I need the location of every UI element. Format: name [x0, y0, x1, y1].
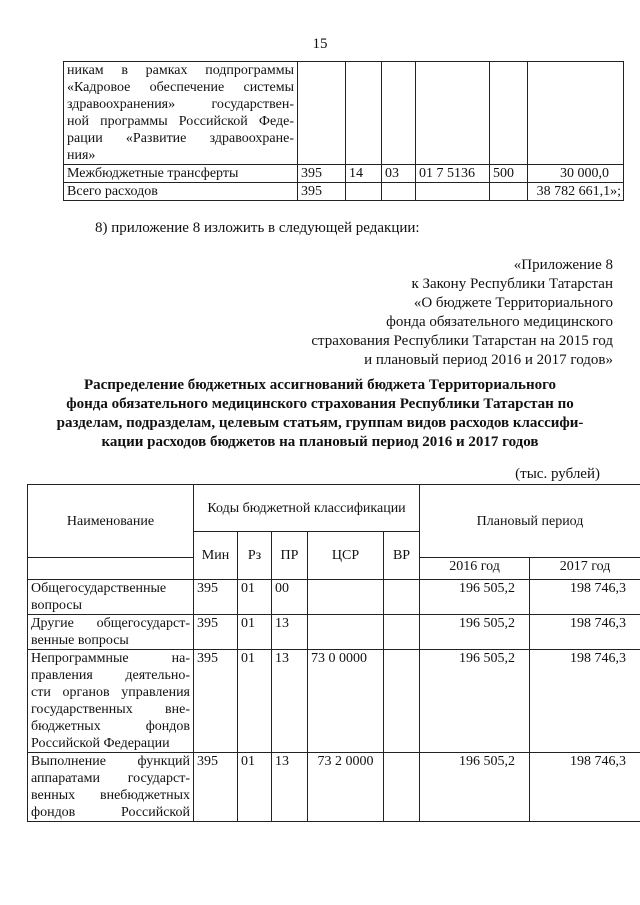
name-line: ния» [67, 148, 96, 163]
appendix-line: «О бюджете Территориального [413, 295, 613, 311]
pr-cell: 13 [272, 753, 308, 822]
min-cell: 395 [194, 753, 238, 822]
table-row [28, 615, 640, 650]
pr-cell: 03 [382, 165, 416, 183]
table-row [28, 580, 640, 615]
header-2017: 2017 год [530, 558, 640, 580]
name-line: государственных вне- [31, 702, 190, 717]
header-name: Наименование [28, 485, 194, 558]
vr-cell: 500 [490, 165, 528, 183]
title-line: Распределение бюджетных ассигнований бюджета Территориального [83, 377, 557, 393]
vr-cell [384, 615, 420, 650]
appendix-line: к Закону Республики Татарстан [411, 276, 613, 292]
header-codes: Коды бюджетной классификации [194, 485, 420, 532]
appendix-line: и плановый период 2016 и 2017 годов» [364, 352, 613, 368]
csr-cell [308, 580, 384, 615]
pr-cell: 13 [272, 615, 308, 650]
paragraph-8: 8) приложение 8 изложить в следующей редакции: [95, 220, 420, 236]
row-name-cell [28, 615, 194, 650]
pr-cell: 13 [272, 650, 308, 753]
table-row [28, 753, 640, 822]
name-line: бюджетных фондов [31, 719, 190, 734]
header-vr: ВР [384, 532, 420, 580]
name-line: никам в рамках подпрограммы [67, 63, 294, 78]
name-line: вопросы [31, 598, 82, 613]
row-name-cell [28, 753, 194, 822]
name-line: Общегосударственные [31, 581, 167, 596]
rz-cell: 01 [238, 580, 272, 615]
units-label: (тыс. рублей) [515, 466, 600, 482]
y2016-cell: 196 505,2 [420, 580, 530, 615]
name-line: фондов Российской [31, 805, 190, 820]
allocation-table [27, 484, 640, 822]
csr-cell: 01 7 5136 [416, 165, 490, 183]
pr-cell: 00 [272, 580, 308, 615]
vr-cell [384, 580, 420, 615]
y2017-cell: 198 746,3 [530, 615, 640, 650]
table-title [28, 376, 612, 452]
name-line: Выполнение функций [31, 754, 190, 769]
table-row [28, 650, 640, 753]
name-line: Другие общегосударст- [31, 616, 190, 631]
name-line: здравоохранения» государствен- [67, 97, 294, 112]
name-line: аппаратами государст- [31, 771, 190, 786]
min-cell: 395 [194, 615, 238, 650]
name-line: Непрограммные на- [31, 651, 190, 666]
appendix-line: «Приложение 8 [513, 257, 613, 273]
min-cell: 395 [194, 580, 238, 615]
name-line: рации «Развитие здравоохране- [67, 131, 294, 146]
min-cell: 395 [298, 183, 346, 201]
csr-cell [308, 615, 384, 650]
table-row [64, 62, 624, 165]
rz-cell: 01 [238, 650, 272, 753]
appendix-line: фонда обязательного медицинского [386, 314, 613, 330]
y2016-cell: 196 505,2 [420, 615, 530, 650]
title-line: разделам, подразделам, целевым статьям, группам видов расходов классифи- [56, 415, 584, 431]
sum-cell: 38 782 661,1»; [528, 183, 624, 201]
min-cell: 395 [194, 650, 238, 753]
name-line: венные вопросы [31, 633, 129, 648]
vr-cell [384, 650, 420, 753]
vr-cell [384, 753, 420, 822]
row-name-cell [28, 650, 194, 753]
name-line: «Кадровое обеспечение системы [67, 80, 294, 95]
name-line: ной программы Российской Феде- [67, 114, 294, 129]
continued-expense-table [63, 61, 624, 201]
row-name-cell: Всего расходов [64, 183, 298, 201]
appendix-line: страхования Республики Татарстан на 2015 год [311, 333, 613, 349]
y2017-cell: 198 746,3 [530, 580, 640, 615]
csr-cell: 73 2 0000 [308, 753, 384, 822]
rz-cell: 14 [346, 165, 382, 183]
appendix-header [253, 256, 613, 370]
header-period: Плановый период [420, 485, 640, 558]
csr-cell: 73 0 0000 [308, 650, 384, 753]
header-csr: ЦСР [308, 532, 384, 580]
row-name-cell [64, 62, 298, 165]
min-cell: 395 [298, 165, 346, 183]
sum-cell: 30 000,0 [528, 165, 624, 183]
header-2016: 2016 год [420, 558, 530, 580]
title-line: фонда обязательного медицинского страхования Республики Татарстан по [66, 396, 574, 412]
page-number: 15 [312, 36, 328, 52]
y2016-cell: 196 505,2 [420, 650, 530, 753]
name-line: Российской Федерации [31, 736, 170, 751]
header-rz: Рз [238, 532, 272, 580]
rz-cell: 01 [238, 615, 272, 650]
y2016-cell: 196 505,2 [420, 753, 530, 822]
header-min: Мин [194, 532, 238, 580]
name-line: сти органов управления [31, 685, 190, 700]
y2017-cell: 198 746,3 [530, 753, 640, 822]
row-name-cell [28, 580, 194, 615]
table-row [64, 183, 624, 201]
row-name-cell: Межбюджетные трансферты [64, 165, 298, 183]
table-row [64, 165, 624, 183]
name-line: венных внебюджетных [31, 788, 190, 803]
y2017-cell: 198 746,3 [530, 650, 640, 753]
rz-cell: 01 [238, 753, 272, 822]
name-line: правления деятельно- [31, 668, 190, 683]
header-pr: ПР [272, 532, 308, 580]
title-line: кации расходов бюджетов на плановый период 2016 и 2017 годов [101, 434, 539, 450]
